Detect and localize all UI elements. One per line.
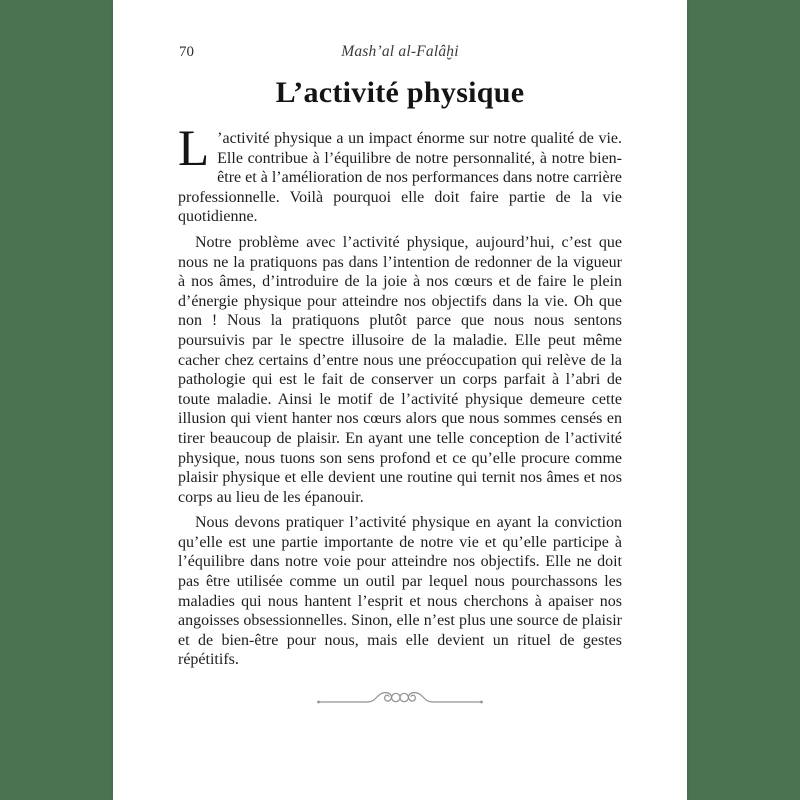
ornament-divider [113, 685, 687, 724]
paragraph-1 [178, 121, 622, 227]
paragraph-2: Notre problème avec l’activité physique, aujourd’hui, c’est que nous ne la pratiquons pas dans l’intention de redonner de la vigueur à nos âmes, d’introduire de la joie à nos cœurs et de faire le plein d’énergie physique pour atteindre nos objectifs dans la vie. Oh que non ! Nous la pratiquons plutôt parce que nous nous sentons poursuivis par le spectre illusoire de la maladie. Elle peut même cacher chez certains d’entre nous une préoccupation qui relève de la pathologie qui est le fait de conserver un corps parfait à l’abri de toute maladie. Ainsi le motif de l’activité physique demeure cette illusion qui vient hanter nos cœurs alors que nous sommes censés en tirer beaucoup de plaisir. En ayant une telle conception de l’activité physique, nous tuons son sens profond et ce qu’elle procure comme plaisir physique et elle devient une routine qui ternit nos âmes et nos corps au lieu de les épanouir. [178, 233, 622, 506]
paragraph-1-text: ’activité physique a un impact énorme sur notre qualité de vie. Elle contribue à l’équilibre de notre personnalité, à notre bien-être et à l’amélioration de nos performances dans notre carrière professionnelle. Voilà pourquoi elle doit faire partie de la vie quotidienne. [178, 130, 622, 226]
book-page [113, 0, 687, 800]
running-title: Mash’al al-Falâḫi [341, 43, 459, 60]
page-number: 70 [179, 44, 194, 60]
paragraph-3: Nous devons pratiquer l’activité physique en ayant la conviction qu’elle est une partie importante de notre vie et qu’elle participe à l’équilibre dans notre voie pour atteindre nos objectifs. Elle ne doit pas être utilisée comme un outil par lequel nous pourchassons les maladies qui nous hantent l’esprit et nous cherchons à apaiser nos angoisses obsessionnelles. Sinon, elle n’est plus une source de plaisir et de bien-être pour nous, mais elle devient un rituel de gestes répétitifs. [178, 514, 622, 669]
dropcap-letter: L [178, 121, 210, 177]
page-header [113, 43, 687, 63]
scroll-divider-icon [316, 685, 484, 719]
body-text [178, 121, 622, 670]
chapter-title: L’activité physique [275, 76, 525, 109]
